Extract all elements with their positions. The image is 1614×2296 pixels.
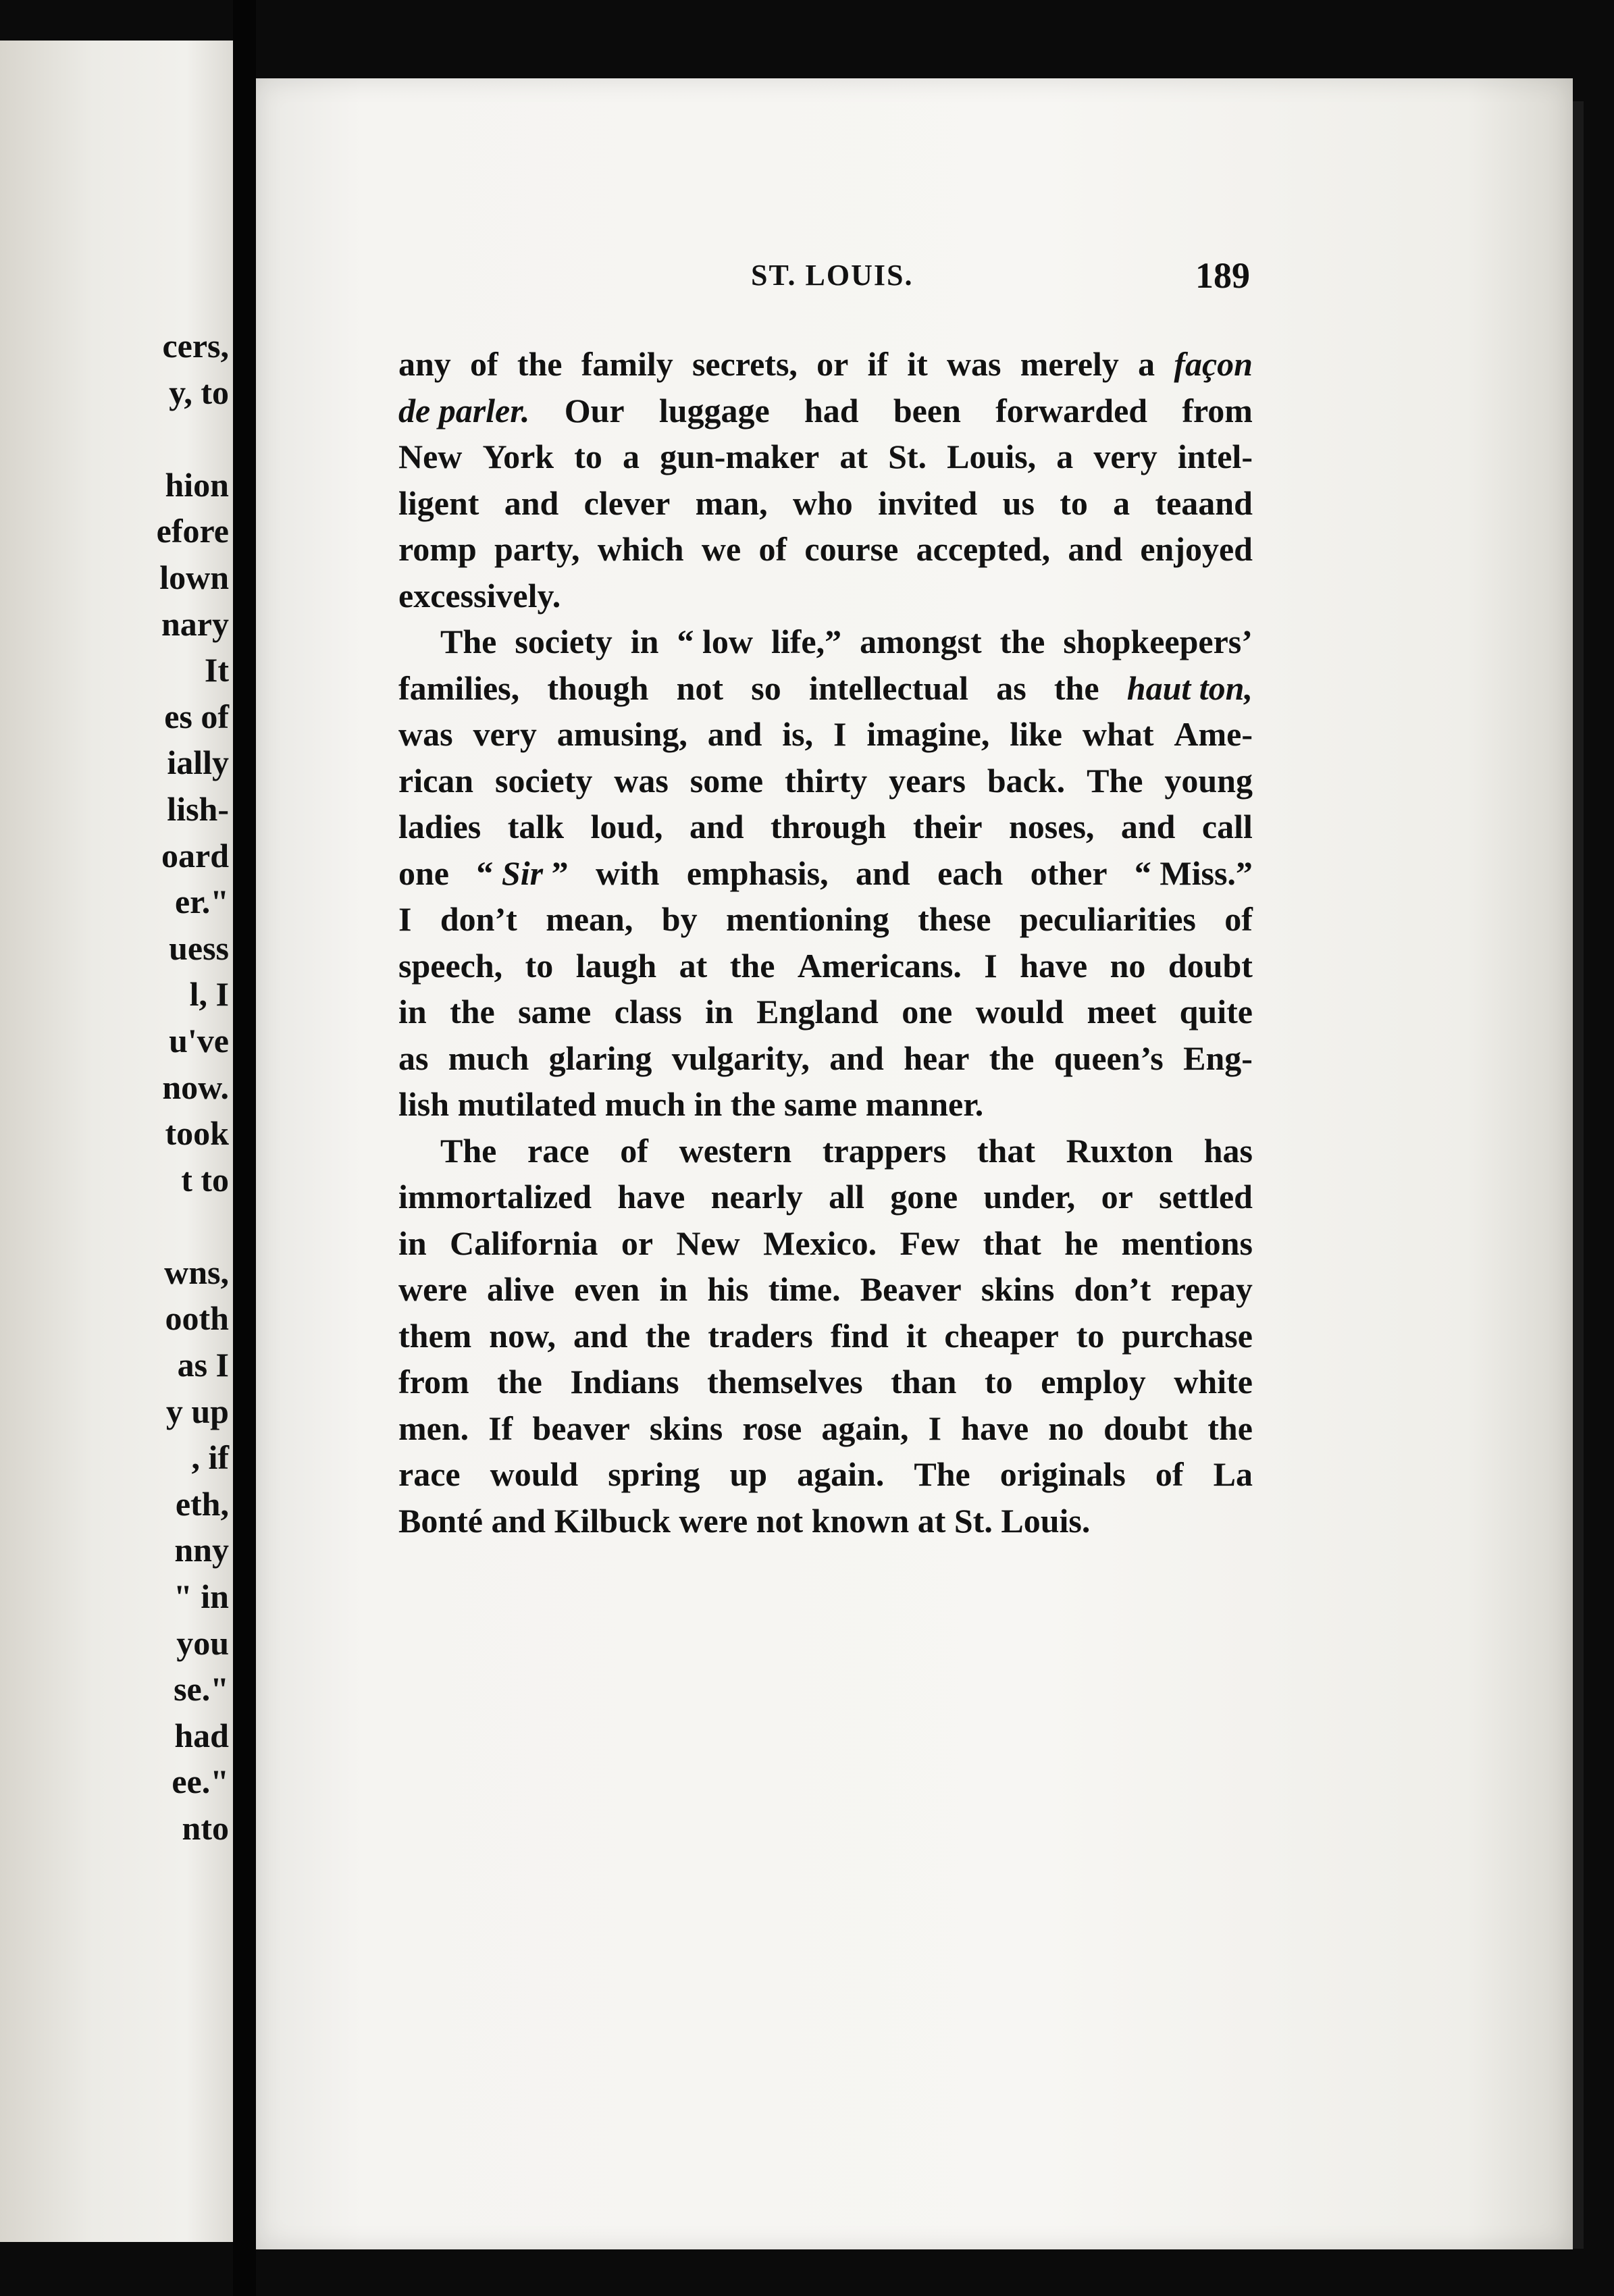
- left-page-line: y, to: [169, 373, 229, 411]
- text-line: race would spring up again. The originals of La: [398, 1455, 1253, 1493]
- left-page-line: [157, 1203, 229, 1249]
- left-page-line: er.": [174, 883, 229, 921]
- left-page-line: l, I: [189, 975, 229, 1014]
- left-page-line: nny: [174, 1531, 229, 1569]
- left-page-line: nary: [161, 604, 229, 643]
- left-page-line: , if: [191, 1438, 229, 1477]
- text-line: families, though not so intellectual as the haut ton,: [398, 669, 1253, 707]
- running-head: ST. LOUIS.: [751, 259, 914, 292]
- page-body-text: [398, 341, 1253, 1544]
- text-line: rican society was some thirty years back. The young: [398, 761, 1253, 800]
- text-line: romp party, which we of course accepted, and enjoyed: [398, 530, 1253, 568]
- left-page-line: had: [174, 1716, 229, 1754]
- left-page-line: y up: [165, 1392, 229, 1430]
- paragraph: [398, 619, 1253, 1128]
- paragraph: [398, 341, 1253, 619]
- left-page-line: u've: [169, 1021, 229, 1060]
- text-line: The race of western trappers that Ruxton has: [440, 1131, 1253, 1170]
- left-page-line: took: [165, 1114, 229, 1153]
- left-page-line: you: [176, 1623, 229, 1662]
- text-line: in the same class in England one would meet quite: [398, 993, 1253, 1030]
- text-line: lish mutilated much in the same manner.: [398, 1085, 984, 1123]
- text-line: were alive even in his time. Beaver skins don’t repay: [398, 1270, 1253, 1308]
- left-page-line: hion: [165, 465, 229, 504]
- left-page-line: " in: [174, 1577, 229, 1616]
- page-edge-shadow: [1573, 101, 1584, 2249]
- left-page-line: [157, 415, 229, 462]
- text-line: one “ Sir ” with emphasis, and each other “ Miss.”: [398, 854, 1253, 892]
- left-page-line: nto: [182, 1809, 229, 1847]
- left-page-line: efore: [156, 512, 229, 550]
- text-line: any of the family secrets, or if it was merely a façon: [398, 345, 1253, 383]
- text-line: Bonté and Kilbuck were not known at St. Louis.: [398, 1501, 1091, 1540]
- text-line: as much glaring vulgarity, and hear the queen’s Eng-: [398, 1039, 1253, 1077]
- left-page-line: eth,: [175, 1484, 229, 1523]
- left-page-line: oard: [161, 836, 229, 875]
- text-line: excessively.: [398, 576, 561, 615]
- left-page-line: lown: [159, 558, 229, 596]
- left-page-line: uess: [169, 929, 229, 967]
- text-line: ladies talk loud, and through their noses, and call: [398, 808, 1253, 845]
- text-line: ligent and clever man, who invited us to a teaand: [398, 484, 1253, 522]
- left-page-line: as I: [177, 1346, 229, 1384]
- left-facing-page: [0, 41, 233, 2242]
- left-page-line: ee.": [172, 1763, 229, 1801]
- text-line: was very amusing, and is, I imagine, like what Ame-: [398, 715, 1253, 753]
- text-line: New York to a gun-maker at St. Louis, a very intel-: [398, 438, 1253, 475]
- left-page-line: t to: [181, 1160, 229, 1199]
- book-gutter: [233, 0, 256, 2296]
- text-line: them now, and the traders find it cheaper to purchase: [398, 1316, 1253, 1355]
- text-line: The society in “ low life,” amongst the shopkeepers’: [440, 623, 1253, 660]
- text-line: de parler. Our luggage had been forwarded from: [398, 391, 1253, 429]
- left-page-line: ooth: [165, 1299, 229, 1338]
- left-page-line: cers,: [162, 327, 229, 365]
- left-page-line: now.: [162, 1068, 229, 1106]
- left-page-line: lish-: [167, 789, 229, 828]
- left-page-line: It: [204, 651, 229, 689]
- text-line: men. If beaver skins rose again, I have no doubt the: [398, 1409, 1253, 1447]
- page-number: 189: [1195, 255, 1250, 296]
- text-line: immortalized have nearly all gone under, or settled: [398, 1178, 1253, 1216]
- left-page-line: ially: [167, 743, 229, 782]
- text-line: I don’t mean, by mentioning these peculiarities of: [398, 900, 1253, 938]
- text-line: in California or New Mexico. Few that he mentions: [398, 1224, 1253, 1262]
- text-line: speech, to laugh at the Americans. I have no doubt: [398, 946, 1253, 985]
- left-page-line: wns,: [164, 1253, 229, 1291]
- left-page-line: se.": [174, 1670, 229, 1708]
- left-page-text-fragments: [157, 323, 229, 1852]
- paragraph: [398, 1128, 1253, 1544]
- text-line: from the Indians themselves than to employ white: [398, 1363, 1253, 1401]
- left-page-line: es of: [164, 697, 229, 735]
